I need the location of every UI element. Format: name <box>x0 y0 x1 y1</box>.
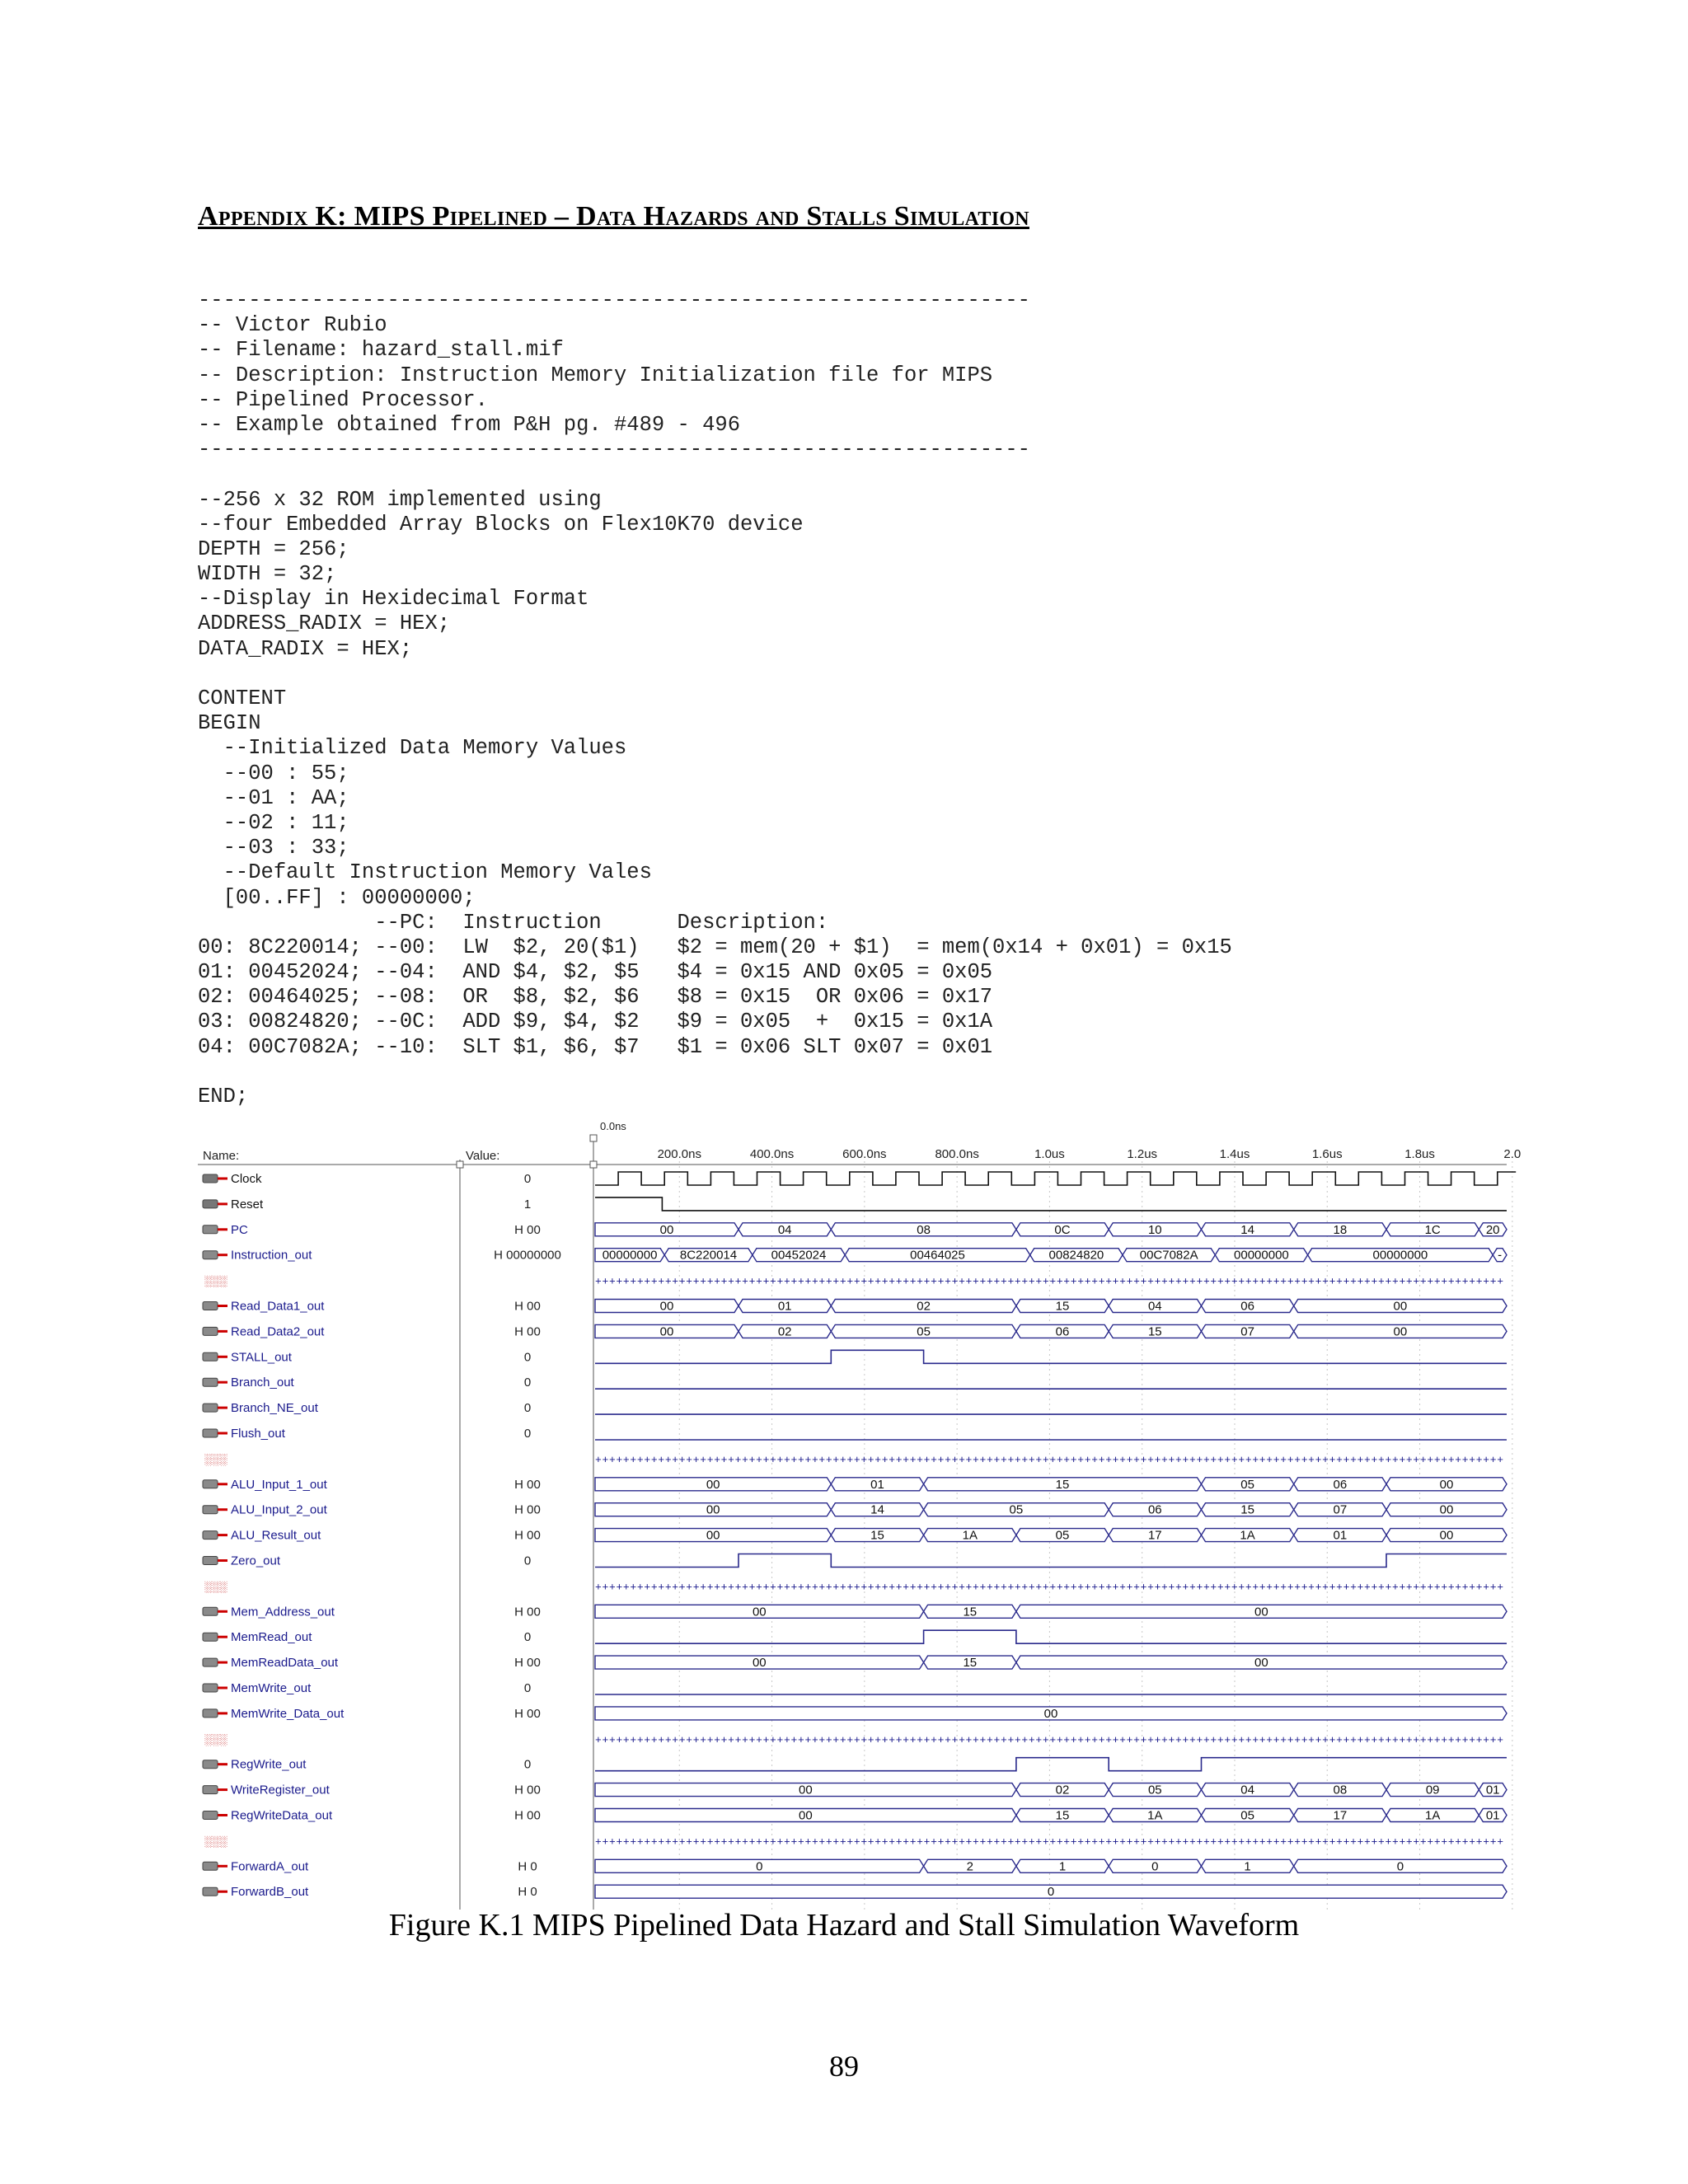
signal-value: H 0 <box>518 1885 537 1900</box>
code-line: 00: 8C220014; --00: LW $2, 20($1) $2 = mem(20 + $1) = mem(0x14 + 0x01) = 0x15 <box>198 935 1232 959</box>
bus-value-label: 15 <box>1240 1502 1254 1517</box>
signal-value: H 00 <box>514 1528 541 1543</box>
bus-value-label: 15 <box>1147 1324 1162 1339</box>
time-tick-label: 1.4us <box>1219 1147 1250 1161</box>
signal-value: H 00 <box>514 1605 541 1619</box>
bus-value-label: 2 <box>966 1859 973 1874</box>
output-pin-icon <box>203 1429 218 1437</box>
time-tick-label: 200.0ns <box>657 1147 701 1161</box>
bit-waveform <box>595 1630 1507 1643</box>
bus-value-label: 05 <box>1147 1783 1162 1797</box>
signal-value: 0 <box>523 1757 532 1772</box>
group-separator: ++++++++++++++++++++++++++++++++++++++++++++++++++++++++++++++++++++++++++++++++++++++++++++++++++++++++++++++++++++++++++++++++++ <box>595 1453 1503 1466</box>
bus-value-label: 17 <box>1333 1808 1348 1823</box>
code-line: --four Embedded Array Blocks on Flex10K70 device <box>198 512 804 537</box>
splitter-handle <box>457 1161 463 1168</box>
bus-value-label: 00 <box>799 1783 813 1797</box>
signal-name: MemRead_out <box>231 1630 312 1645</box>
signal-value: H 00 <box>514 1222 541 1237</box>
bus-value-label: 20 <box>1485 1222 1500 1237</box>
bus-value-label: 00464025 <box>910 1248 965 1263</box>
signal-name: ALU_Input_1_out <box>231 1477 327 1492</box>
signal-name: Branch_out <box>231 1376 294 1390</box>
bus-value-label: 00824820 <box>1048 1248 1104 1263</box>
signal-name: Read_Data2_out <box>231 1324 325 1339</box>
input-pin-icon <box>203 1200 218 1208</box>
output-pin-icon <box>203 1887 218 1896</box>
bit-waveform <box>595 1197 1507 1211</box>
bus-value-label: 15 <box>963 1656 978 1671</box>
bus-value-label: 06 <box>1333 1477 1348 1492</box>
bus-value-label: 1A <box>1240 1528 1255 1543</box>
code-line: --256 x 32 ROM implemented using <box>198 487 602 512</box>
bus-value-label: 1A <box>1425 1808 1441 1823</box>
time-tick-label: 1.0us <box>1034 1147 1065 1161</box>
signal-value: H 00 <box>514 1502 541 1517</box>
value-column-header: Value: <box>466 1149 500 1163</box>
bus-value-label: 00 <box>706 1502 720 1517</box>
signal-value: H 00 <box>514 1477 541 1492</box>
code-line <box>198 662 1232 687</box>
bus-value-label: 05 <box>1240 1808 1254 1823</box>
code-line <box>198 1060 1232 1085</box>
code-line: ADDRESS_RADIX = HEX; <box>198 612 451 636</box>
cursor-handle <box>590 1135 597 1141</box>
time-tick-label: 2.0 <box>1503 1147 1522 1161</box>
signal-name: PC <box>231 1222 248 1237</box>
appendix-heading: Appendix K: MIPS Pipelined – Data Hazards and Stalls Simulation <box>198 201 1029 232</box>
signal-name: MemReadData_out <box>231 1656 339 1671</box>
bus-value-label: 14 <box>870 1502 884 1517</box>
bus-value-label: 07 <box>1240 1324 1254 1339</box>
group-icon: ░░░ <box>204 1274 227 1287</box>
code-line: [00..FF] : 00000000; <box>198 885 476 910</box>
code-line: -- Victor Rubio <box>198 313 387 338</box>
code-line: -- Filename: hazard_stall.mif <box>198 338 564 363</box>
code-line: -- Description: Instruction Memory Initialization file for MIPS <box>198 363 993 387</box>
signal-name: RegWrite_out <box>231 1757 307 1772</box>
bus-value-label: 0 <box>756 1859 763 1874</box>
signal-name: ForwardB_out <box>231 1885 309 1900</box>
group-separator: ++++++++++++++++++++++++++++++++++++++++++++++++++++++++++++++++++++++++++++++++++++++++++++++++++++++++++++++++++++++++++++++++++ <box>595 1835 1503 1849</box>
bit-waveform <box>595 1758 1507 1771</box>
bus-value-label: 02 <box>1055 1783 1070 1797</box>
signal-name: Clock <box>231 1172 262 1186</box>
bus-value-label: 00 <box>1043 1706 1058 1721</box>
time-tick-label: 400.0ns <box>749 1147 795 1161</box>
signal-value: H 00 <box>514 1783 541 1797</box>
code-line: BEGIN <box>198 711 261 736</box>
signal-name: Branch_NE_out <box>231 1401 318 1416</box>
bus-value-label: 00 <box>752 1605 767 1619</box>
code-line: END; <box>198 1085 249 1108</box>
bus-value-label: 00 <box>1439 1477 1454 1492</box>
group-icon: ░░░ <box>204 1580 227 1593</box>
code-line: --PC: Instruction Description: <box>198 910 829 935</box>
bus-value-label: 00C7082A <box>1139 1248 1198 1263</box>
output-pin-icon <box>203 1480 218 1488</box>
signal-name: ALU_Input_2_out <box>231 1502 327 1517</box>
simulation-waveform <box>198 1118 1522 1910</box>
bus-value-label: 14 <box>1240 1222 1254 1237</box>
code-line: --Display in Hexidecimal Format <box>198 587 589 612</box>
page-number: 89 <box>829 2050 859 2083</box>
bus-value-label: 05 <box>1009 1502 1024 1517</box>
time-tick-label: 600.0ns <box>842 1147 887 1161</box>
bus-value-label: 00 <box>1254 1605 1268 1619</box>
bus-value-label: 0 <box>1396 1859 1404 1874</box>
bus-value-label: 04 <box>777 1222 792 1237</box>
bus-value-label: 15 <box>963 1605 978 1619</box>
bus-value-label: 00 <box>799 1808 813 1823</box>
group-separator: ++++++++++++++++++++++++++++++++++++++++++++++++++++++++++++++++++++++++++++++++++++++++++++++++++++++++++++++++++++++++++++++++++ <box>595 1581 1503 1594</box>
group-icon: ░░░ <box>204 1835 227 1848</box>
input-pin-icon <box>203 1174 218 1183</box>
bus-value-label: 02 <box>777 1324 792 1339</box>
output-pin-icon <box>203 1251 218 1259</box>
signal-name: STALL_out <box>231 1350 292 1365</box>
mif-code-listing <box>198 288 1232 1109</box>
time-tick-label: 800.0ns <box>935 1147 979 1161</box>
clock-waveform <box>595 1172 1516 1185</box>
code-line: 01: 00452024; --04: AND $4, $2, $5 $4 = 0x15 AND 0x05 = 0x05 <box>198 960 993 985</box>
bus-value-label: 09 <box>1425 1783 1440 1797</box>
waveform-canvas <box>198 1118 1522 1910</box>
signal-value: H 00 <box>514 1299 541 1314</box>
group-icon: ░░░ <box>204 1732 227 1746</box>
bus-value-label: 01 <box>1485 1808 1500 1823</box>
output-pin-icon <box>203 1709 218 1718</box>
output-pin-icon <box>203 1302 218 1310</box>
bus-value-label: 08 <box>917 1222 931 1237</box>
signal-value: 0 <box>523 1630 532 1645</box>
bus-value-label: 00 <box>1254 1656 1268 1671</box>
bus-value-label: 08 <box>1333 1783 1348 1797</box>
signal-name: MemWrite_Data_out <box>231 1706 345 1721</box>
signal-value: H 0 <box>518 1859 537 1874</box>
signal-value: H 00000000 <box>494 1248 561 1263</box>
output-pin-icon <box>203 1862 218 1870</box>
bus-value-label: 8C220014 <box>679 1248 738 1263</box>
signal-name: Flush_out <box>231 1427 285 1441</box>
bus-value-label: 17 <box>1147 1528 1162 1543</box>
bus-value-label: 01 <box>1485 1783 1500 1797</box>
output-pin-icon <box>203 1352 218 1361</box>
bus-value-label: 07 <box>1333 1502 1348 1517</box>
bus-value-label: 05 <box>1240 1477 1254 1492</box>
output-pin-icon <box>203 1506 218 1514</box>
bus-value-label: 00 <box>752 1656 767 1671</box>
code-line: --02 : 11; <box>198 810 349 835</box>
bus-value-label: 00 <box>706 1528 720 1543</box>
bus-value-label: 0 <box>1047 1885 1055 1900</box>
bus-value-label: 15 <box>870 1528 884 1543</box>
code-line: --01 : AA; <box>198 785 349 810</box>
output-pin-icon <box>203 1811 218 1820</box>
signal-value: 0 <box>523 1376 532 1390</box>
signal-name: Read_Data1_out <box>231 1299 325 1314</box>
code-line: ------------------------------------------------------------------ <box>198 288 1030 312</box>
output-pin-icon <box>203 1760 218 1769</box>
signal-value: H 00 <box>514 1324 541 1339</box>
bus-value-label: 02 <box>917 1299 931 1314</box>
group-icon: ░░░ <box>204 1452 227 1465</box>
figure-caption: Figure K.1 MIPS Pipelined Data Hazard and Stall Simulation Waveform <box>388 1908 1300 1943</box>
time-tick-label: 1.6us <box>1311 1147 1343 1161</box>
bus-value-label: 1 <box>1244 1859 1251 1874</box>
bus-value-label: 18 <box>1333 1222 1348 1237</box>
name-column-header: Name: <box>203 1149 240 1163</box>
bus-value-label: 06 <box>1055 1324 1070 1339</box>
signal-name: WriteRegister_out <box>231 1783 330 1797</box>
signal-name: RegWriteData_out <box>231 1808 333 1823</box>
time-tick-label: 1.2us <box>1127 1147 1158 1161</box>
bus-value-label: 00000000 <box>1372 1248 1428 1263</box>
bit-waveform <box>595 1350 1507 1363</box>
output-pin-icon <box>203 1404 218 1412</box>
bus-value-label: 06 <box>1240 1299 1254 1314</box>
bus-value-label: 00 <box>1439 1502 1454 1517</box>
bus-value-label: 00 <box>659 1299 674 1314</box>
code-line: 02: 00464025; --08: OR $8, $2, $6 $8 = 0x15 OR 0x06 = 0x17 <box>198 985 993 1010</box>
bus-value-label: 01 <box>777 1299 792 1314</box>
output-pin-icon <box>203 1684 218 1692</box>
output-pin-icon <box>203 1607 218 1615</box>
bus-value-label: 15 <box>1055 1808 1070 1823</box>
signal-value: 0 <box>523 1350 532 1365</box>
group-separator: ++++++++++++++++++++++++++++++++++++++++++++++++++++++++++++++++++++++++++++++++++++++++++++++++++++++++++++++++++++++++++++++++++ <box>595 1733 1503 1746</box>
signal-value: 0 <box>523 1172 532 1186</box>
signal-value: H 00 <box>514 1706 541 1721</box>
code-line: CONTENT <box>198 687 287 710</box>
code-line: --00 : 55; <box>198 761 349 785</box>
output-pin-icon <box>203 1633 218 1641</box>
code-line: -- Example obtained from P&H pg. #489 - 496 <box>198 412 741 437</box>
signal-name: ALU_Result_out <box>231 1528 321 1543</box>
output-pin-icon <box>203 1786 218 1794</box>
signal-name: MemWrite_out <box>231 1681 312 1695</box>
bus-value-label: 00 <box>659 1324 674 1339</box>
bus-value-label: 10 <box>1147 1222 1162 1237</box>
signal-value: 0 <box>523 1427 532 1441</box>
signal-value: 1 <box>523 1197 532 1212</box>
code-line: -- Pipelined Processor. <box>198 387 488 412</box>
code-line: 04: 00C7082A; --10: SLT $1, $6, $7 $1 = 0x06 SLT 0x07 = 0x01 <box>198 1034 993 1059</box>
code-line: --03 : 33; <box>198 836 349 860</box>
code-line: --Default Instruction Memory Vales <box>198 860 652 885</box>
bus-value-label: 00 <box>1439 1528 1454 1543</box>
bus-value-label: 01 <box>1333 1528 1348 1543</box>
bit-waveform <box>595 1554 1507 1568</box>
output-pin-icon <box>203 1327 218 1335</box>
bus-value-label: 05 <box>917 1324 931 1339</box>
bus-value-label: 0 <box>1151 1859 1159 1874</box>
signal-value: H 00 <box>514 1656 541 1671</box>
output-pin-icon <box>203 1531 218 1540</box>
bus-value-label: 05 <box>1055 1528 1070 1543</box>
bus-value-label: 00 <box>1393 1324 1408 1339</box>
output-pin-icon <box>203 1557 218 1565</box>
bus-value-label: 15 <box>1055 1477 1070 1492</box>
signal-value: 0 <box>523 1554 532 1568</box>
bus-value-label: 00000000 <box>1234 1248 1289 1263</box>
bus-value-label: - <box>1498 1248 1503 1263</box>
bus-value-label: 04 <box>1147 1299 1162 1314</box>
bus-value-label: 15 <box>1055 1299 1070 1314</box>
bus-value-label: 1A <box>1147 1808 1163 1823</box>
signal-value: H 00 <box>514 1808 541 1823</box>
code-line: ------------------------------------------------------------------ <box>198 438 1030 462</box>
code-line: DATA_RADIX = HEX; <box>198 636 413 661</box>
output-pin-icon <box>203 1658 218 1666</box>
bus-value-label: 1 <box>1058 1859 1067 1874</box>
bus-value-label: 00 <box>659 1222 674 1237</box>
bus-value-label: 01 <box>870 1477 884 1492</box>
code-line: 03: 00824820; --0C: ADD $9, $4, $2 $9 = 0x05 + 0x15 = 0x1A <box>198 1010 993 1034</box>
time-tick-label: 1.8us <box>1404 1147 1435 1161</box>
output-pin-icon <box>203 1378 218 1386</box>
bus-value-label: 04 <box>1240 1783 1254 1797</box>
code-line <box>198 462 1232 487</box>
bus-value-label: 00000000 <box>602 1248 658 1263</box>
code-line: --Initialized Data Memory Values <box>198 736 627 761</box>
code-line: DEPTH = 256; <box>198 537 349 561</box>
group-separator: ++++++++++++++++++++++++++++++++++++++++++++++++++++++++++++++++++++++++++++++++++++++++++++++++++++++++++++++++++++++++++++++++++ <box>595 1275 1503 1288</box>
bus-value-label: 0C <box>1054 1222 1071 1237</box>
code-line: WIDTH = 32; <box>198 562 337 587</box>
bus-value-label: 00 <box>1393 1299 1408 1314</box>
output-pin-icon <box>203 1226 218 1234</box>
cursor-time-label: 0.0ns <box>600 1120 626 1132</box>
signal-name: Instruction_out <box>231 1248 312 1263</box>
bus-value-label: 00 <box>706 1477 720 1492</box>
bus-value-label: 00452024 <box>771 1248 827 1263</box>
signal-name: Reset <box>231 1197 264 1212</box>
signal-value: 0 <box>523 1681 532 1695</box>
bus-value-label: 1A <box>962 1528 978 1543</box>
bus-value-label: 1C <box>1424 1222 1441 1237</box>
signal-value: 0 <box>523 1401 532 1416</box>
bus-value-label: 06 <box>1147 1502 1162 1517</box>
signal-name: Zero_out <box>231 1554 281 1568</box>
signal-name: ForwardA_out <box>231 1859 309 1874</box>
signal-name: Mem_Address_out <box>231 1605 335 1619</box>
splitter-handle <box>590 1161 597 1168</box>
